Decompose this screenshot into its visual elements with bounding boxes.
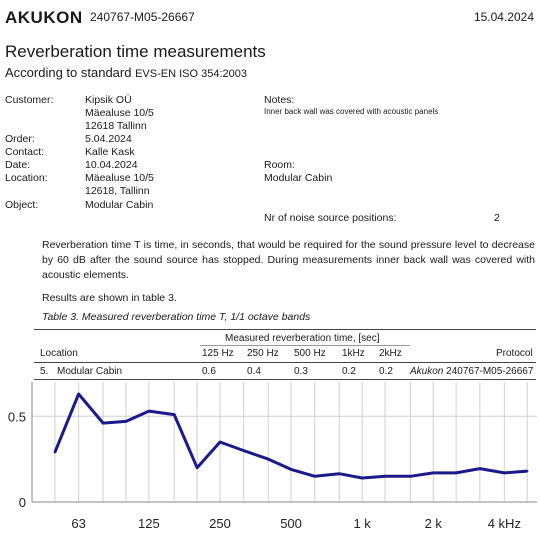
data-point (384, 475, 386, 477)
data-point (409, 475, 411, 477)
y-tick-label: 0.5 (7, 409, 26, 425)
data-point (338, 473, 340, 475)
protocol-brand: Akukon (410, 366, 444, 377)
location-label: Location: (5, 172, 48, 184)
col-location-header: Location (40, 348, 78, 359)
row-protocol (410, 366, 533, 377)
room-value: Modular Cabin (264, 172, 333, 184)
akukon-logo: AKUKON (5, 8, 83, 27)
data-point (148, 410, 150, 412)
row-value: 0.2 (379, 366, 393, 377)
data-point (102, 422, 104, 424)
data-point (267, 458, 269, 460)
row-value: 0.4 (247, 366, 261, 377)
data-point (173, 413, 175, 415)
object-label: Object: (5, 199, 39, 211)
date-value: 10.04.2024 (85, 159, 138, 171)
data-point (219, 441, 221, 443)
data-point (125, 420, 127, 422)
data-point (432, 472, 434, 474)
col-protocol-header: Protocol (496, 348, 533, 359)
contact-label: Contact: (5, 146, 45, 158)
col-band-header: 1kHz (342, 348, 365, 359)
x-tick-label: 4 kHz (487, 516, 521, 531)
order-label: Order: (5, 133, 35, 145)
contact-value: Kalle Kask (85, 146, 135, 158)
noise-positions-value: 2 (494, 212, 500, 224)
row-value: 0.6 (202, 366, 216, 377)
page-subtitle (5, 65, 247, 80)
x-tick-label: 500 (280, 516, 302, 531)
report-date: 15.04.2024 (473, 10, 534, 24)
report-number: 240767-M05-26667 (90, 10, 195, 24)
data-point (455, 472, 457, 474)
col-band-header: 500 Hz (294, 348, 326, 359)
room-label: Room: (264, 159, 295, 171)
order-value: 5.04.2024 (85, 133, 132, 145)
subtitle-prefix: According to standard (5, 65, 136, 80)
object-value: Modular Cabin (85, 199, 154, 211)
col-band-header: 2kHz (379, 348, 402, 359)
row-value: 0.2 (342, 366, 356, 377)
results-note: Results are shown in table 3. (42, 292, 177, 304)
reverberation-chart (0, 380, 540, 540)
table-group-header: Measured reverberation time, [sec] (225, 333, 380, 344)
description-paragraph: Reverberation time T is time, in seconds, that would be required for the sound pressure level to decrease by 60 dB after the sound source has stopped. During measurements inner back wall was covered with acoustic elements. (42, 239, 535, 281)
protocol-number: 240767-M05-26667 (443, 366, 534, 377)
data-point (361, 477, 363, 479)
customer-line: 12618 Tallinn (85, 120, 147, 132)
standard-code: EVS-EN ISO 354:2003 (135, 68, 247, 80)
customer-line: Mäealuse 10/5 (85, 107, 154, 119)
x-tick-label: 2 k (424, 516, 442, 531)
x-tick-label: 250 (209, 516, 231, 531)
y-tick-label: 0 (18, 495, 26, 510)
x-tick-label: 1 k (353, 516, 371, 531)
col-band-header: 250 Hz (247, 348, 279, 359)
row-value: 0.3 (294, 366, 308, 377)
notes-label: Notes: (264, 94, 295, 106)
customer-label: Customer: (5, 94, 54, 106)
table-header-rule (34, 362, 536, 363)
col-band-header: 125 Hz (202, 348, 234, 359)
date-label: Date: (5, 159, 31, 171)
data-point (77, 393, 79, 395)
data-point (479, 467, 481, 469)
page-title: Reverberation time measurements (5, 42, 266, 61)
row-number: 5. (40, 366, 49, 377)
table-top-rule (34, 329, 536, 330)
data-point (290, 468, 292, 470)
row-location: Modular Cabin (57, 366, 123, 377)
table-caption: Table 3. Measured reverberation time T, 1/1 octave bands (42, 311, 311, 323)
notes-value: Inner back wall was covered with acoustic panels (264, 107, 439, 116)
customer-line: Kipsik OÜ (85, 94, 132, 106)
data-point (526, 470, 528, 472)
noise-positions-label: Nr of noise source positions: (264, 212, 397, 224)
location-line: 12618, Tallinn (85, 185, 150, 197)
location-line: Mäealuse 10/5 (85, 172, 154, 184)
data-point (503, 472, 505, 474)
data-point (54, 451, 56, 453)
group-header-rule (200, 345, 410, 346)
x-tick-label: 63 (71, 516, 86, 531)
data-point (314, 475, 316, 477)
data-point (242, 449, 244, 451)
data-point (196, 467, 198, 469)
x-tick-label: 125 (138, 516, 160, 531)
